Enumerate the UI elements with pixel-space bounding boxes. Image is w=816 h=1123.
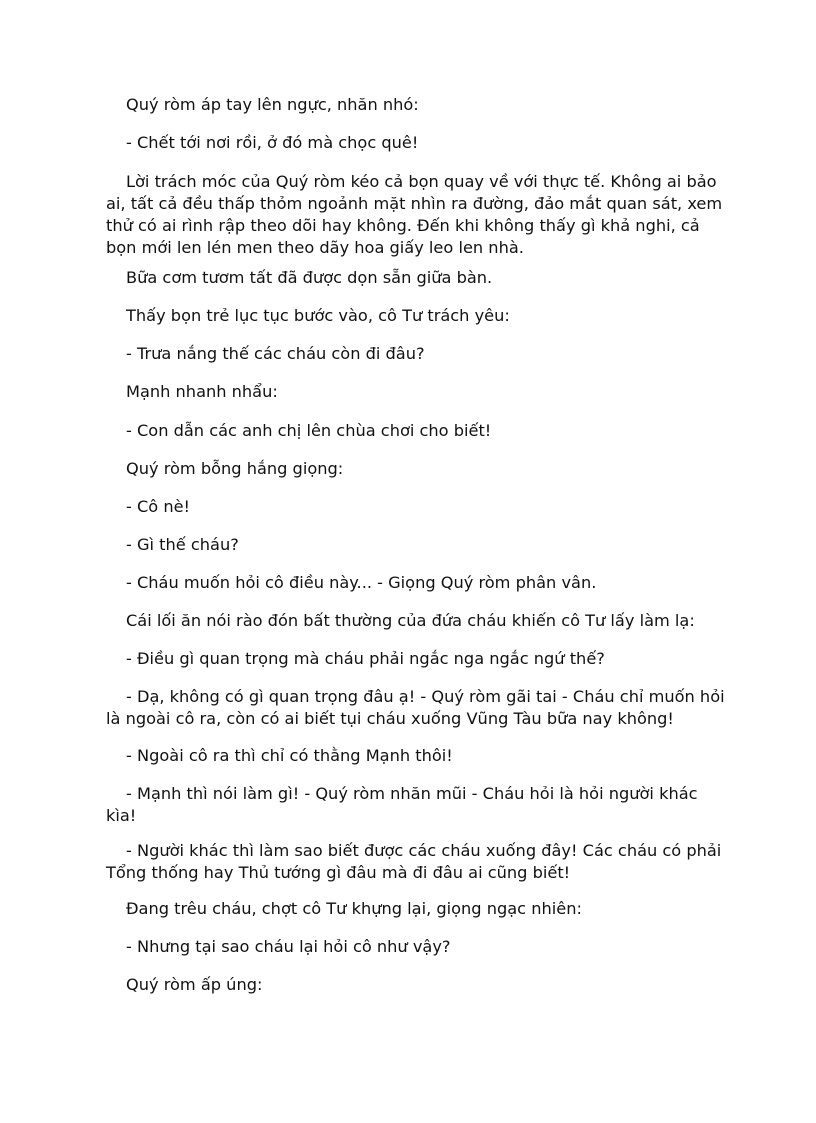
paragraph-12: - Cháu muốn hỏi cô điều này... - Giọng Quý ròm phân vân. xyxy=(126,573,597,592)
paragraph-8: - Con dẫn các anh chị lên chùa chơi cho biết! xyxy=(126,421,492,440)
paragraph-1: Quý ròm áp tay lên ngực, nhăn nhó: xyxy=(126,95,419,114)
paragraph-21: Quý ròm ấp úng: xyxy=(126,975,263,994)
paragraph-3: Lời trách móc của Quý ròm kéo cả bọn quay về với thực tế. Không ai bảo ai, tất cả đều thấp thỏm ngoảnh mặt nhìn ra đường, đảo mắt quan sát, xem thử có ai rình rập theo dõi hay không. Đến khi không thấy gì khả nghi, cả bọn mới len lén men theo dãy hoa giấy leo len nhà. xyxy=(106,172,723,257)
paragraph-20: - Nhưng tại sao cháu lại hỏi cô như vậy? xyxy=(126,937,451,956)
paragraph-18: - Người khác thì làm sao biết được các cháu xuống đây! Các cháu có phải Tổng thống hay Thủ tướng gì đâu mà đi đâu ai cũng biết! xyxy=(106,841,722,882)
paragraph-14: - Điều gì quan trọng mà cháu phải ngắc nga ngắc ngứ thế? xyxy=(126,649,605,668)
paragraph-5: Thấy bọn trẻ lục tục bước vào, cô Tư trách yêu: xyxy=(126,306,510,325)
paragraph-9: Quý ròm bỗng hắng giọng: xyxy=(126,459,344,478)
paragraph-4: Bữa cơm tươm tất đã được dọn sẵn giữa bàn. xyxy=(126,268,493,287)
paragraph-19: Đang trêu cháu, chợt cô Tư khựng lại, giọng ngạc nhiên: xyxy=(126,899,582,918)
paragraph-2: - Chết tới nơi rồi, ở đó mà chọc quê! xyxy=(126,133,419,152)
paragraph-15: - Dạ, không có gì quan trọng đâu ạ! - Quý ròm gãi tai - Cháu chỉ muốn hỏi là ngoài cô ra, còn có ai biết tụi cháu xuống Vũng Tàu bữa nay không! xyxy=(106,687,725,728)
paragraph-17: - Mạnh thì nói làm gì! - Quý ròm nhăn mũi - Cháu hỏi là hỏi người khác kìa! xyxy=(106,784,698,825)
paragraph-6: - Trưa nắng thế các cháu còn đi đâu? xyxy=(126,344,425,363)
paragraph-7: Mạnh nhanh nhẩu: xyxy=(126,382,278,401)
paragraph-11: - Gì thế cháu? xyxy=(126,535,239,554)
paragraph-16: - Ngoài cô ra thì chỉ có thằng Mạnh thôi! xyxy=(126,746,453,765)
paragraph-10: - Cô nè! xyxy=(126,497,191,516)
paragraph-13: Cái lối ăn nói rào đón bất thường của đứa cháu khiến cô Tư lấy làm lạ: xyxy=(126,611,695,630)
